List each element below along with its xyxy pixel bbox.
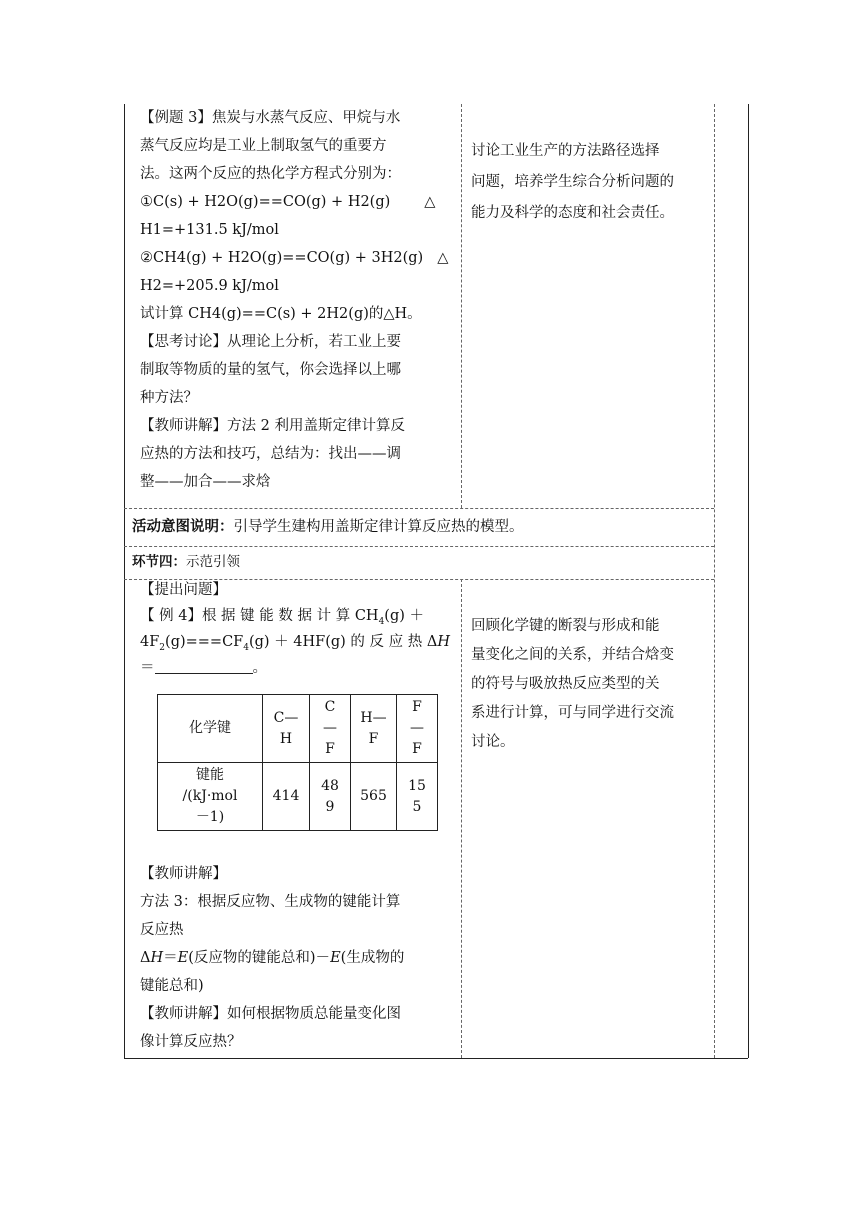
example3-content <box>140 104 448 496</box>
bond-cell: C— H <box>263 695 310 763</box>
example4-purpose <box>471 612 674 757</box>
column-divider-upper <box>461 104 462 508</box>
bond-cell: F — F <box>397 695 438 763</box>
example4-question-line3: ＝ 。 <box>140 660 267 676</box>
teacher-explain-line: 整——加合——求焓 <box>140 474 271 490</box>
example3-line: 蒸气反应均是工业上制取氢气的重要方 <box>140 138 387 154</box>
example3-line: 法。这两个反应的热化学方程式分别为： <box>140 166 401 182</box>
table-right-inner-border <box>714 104 715 1058</box>
example4-question-line1: 【 例 4】根 据 键 能 数 据 计 算 $CH_4(g)$ ＋ <box>140 608 425 627</box>
value-cell: 414 <box>263 763 310 831</box>
example3-line: 【例题 3】焦炭与水蒸气反应、甲烷与水 <box>140 110 401 126</box>
section-4-label: 环节四： <box>132 554 186 570</box>
purpose-line: 能力及科学的态度和社会责任。 <box>471 205 674 221</box>
row-divider-2 <box>124 546 714 547</box>
example3-line: H2=+205.9 kJ/mol <box>140 278 279 294</box>
example3-line: H1=+131.5 kJ/mol <box>140 222 279 238</box>
method3-line: 方法 3：根据反应物、生成物的键能计算 <box>140 894 401 910</box>
table-row <box>158 695 438 763</box>
purpose-line: 讨论工业生产的方法路径选择 <box>471 143 660 159</box>
teacher-explain-line: 【教师讲解】如何根据物质总能量变化图 <box>140 1006 401 1022</box>
raise-question: 【提出问题】 <box>140 582 227 598</box>
purpose-line: 的符号与吸放热反应类型的关 <box>471 676 660 692</box>
value-cell: 48 9 <box>310 763 351 831</box>
think-discuss-line: 【思考讨论】从理论上分析，若工业上要 <box>140 334 401 350</box>
activity-note-label: 活动意图说明： <box>132 518 234 535</box>
example3-purpose <box>471 136 674 229</box>
example3-line: 试计算 CH4(g)==C(s) + 2H2(g)的△H。 <box>140 306 422 322</box>
answer-blank <box>155 659 253 674</box>
example4-question-line2: $4F_2(g)===CF_4(g) + 4HF(g)$ 的 反 应 热 ΔH <box>140 634 450 653</box>
purpose-line: 讨论。 <box>471 734 515 750</box>
teacher-explain-line: 应热的方法和技巧，总结为：找出——调 <box>140 446 401 462</box>
formula-line: ΔH＝E(反应物的键能总和)－E(生成物的 <box>140 950 405 966</box>
value-cell: 15 5 <box>397 763 438 831</box>
purpose-line: 问题，培养学生综合分析问题的 <box>471 174 674 190</box>
purpose-line: 回顾化学键的断裂与形成和能 <box>471 618 660 634</box>
bond-cell: C — F <box>310 695 351 763</box>
example4-content <box>140 578 450 681</box>
equation-1: ①C(s) + H2O(g)==CO(g) + H2(g) △ <box>140 194 436 210</box>
table-bottom-border <box>124 1058 748 1059</box>
think-discuss-line: 制取等物质的量的氢气，你会选择以上哪 <box>140 362 401 378</box>
delta-symbol: △ <box>424 194 436 210</box>
bond-energy-table <box>157 694 438 831</box>
method3-line: 反应热 <box>140 922 184 938</box>
equation-2: ②CH4(g) + H2O(g)==CO(g) + 3H2(g) △ <box>140 250 449 266</box>
teacher-explain-line: 像计算反应热？ <box>140 1034 242 1050</box>
think-discuss-line: 种方法？ <box>140 390 198 406</box>
activity-note <box>132 513 524 541</box>
column-divider-lower <box>461 579 462 1058</box>
delta-symbol: △ <box>437 250 449 266</box>
teacher-explain-line: 【教师讲解】方法 2 利用盖斯定律计算反 <box>140 418 405 434</box>
row-label-cell: 键能 /(kJ·mol －1) <box>158 763 263 831</box>
value-cell: 565 <box>351 763 397 831</box>
header-cell: 化学键 <box>158 695 263 763</box>
table-row <box>158 763 438 831</box>
table-right-outer-border <box>748 104 749 1058</box>
purpose-line: 系进行计算，可与同学进行交流 <box>471 705 674 721</box>
table-left-border <box>124 104 125 1058</box>
purpose-line: 量变化之间的关系，并结合焓变 <box>471 647 674 663</box>
example4-explanation <box>140 860 404 1056</box>
teacher-explain-heading: 【教师讲解】 <box>140 866 227 882</box>
section-4-header <box>132 548 240 576</box>
formula-line: 键能总和) <box>140 978 204 994</box>
row-divider-1 <box>124 508 714 509</box>
bond-cell: H— F <box>351 695 397 763</box>
activity-note-text: 引导学生建构用盖斯定律计算反应热的模型。 <box>233 519 524 535</box>
section-4-title: 示范引领 <box>186 554 240 570</box>
